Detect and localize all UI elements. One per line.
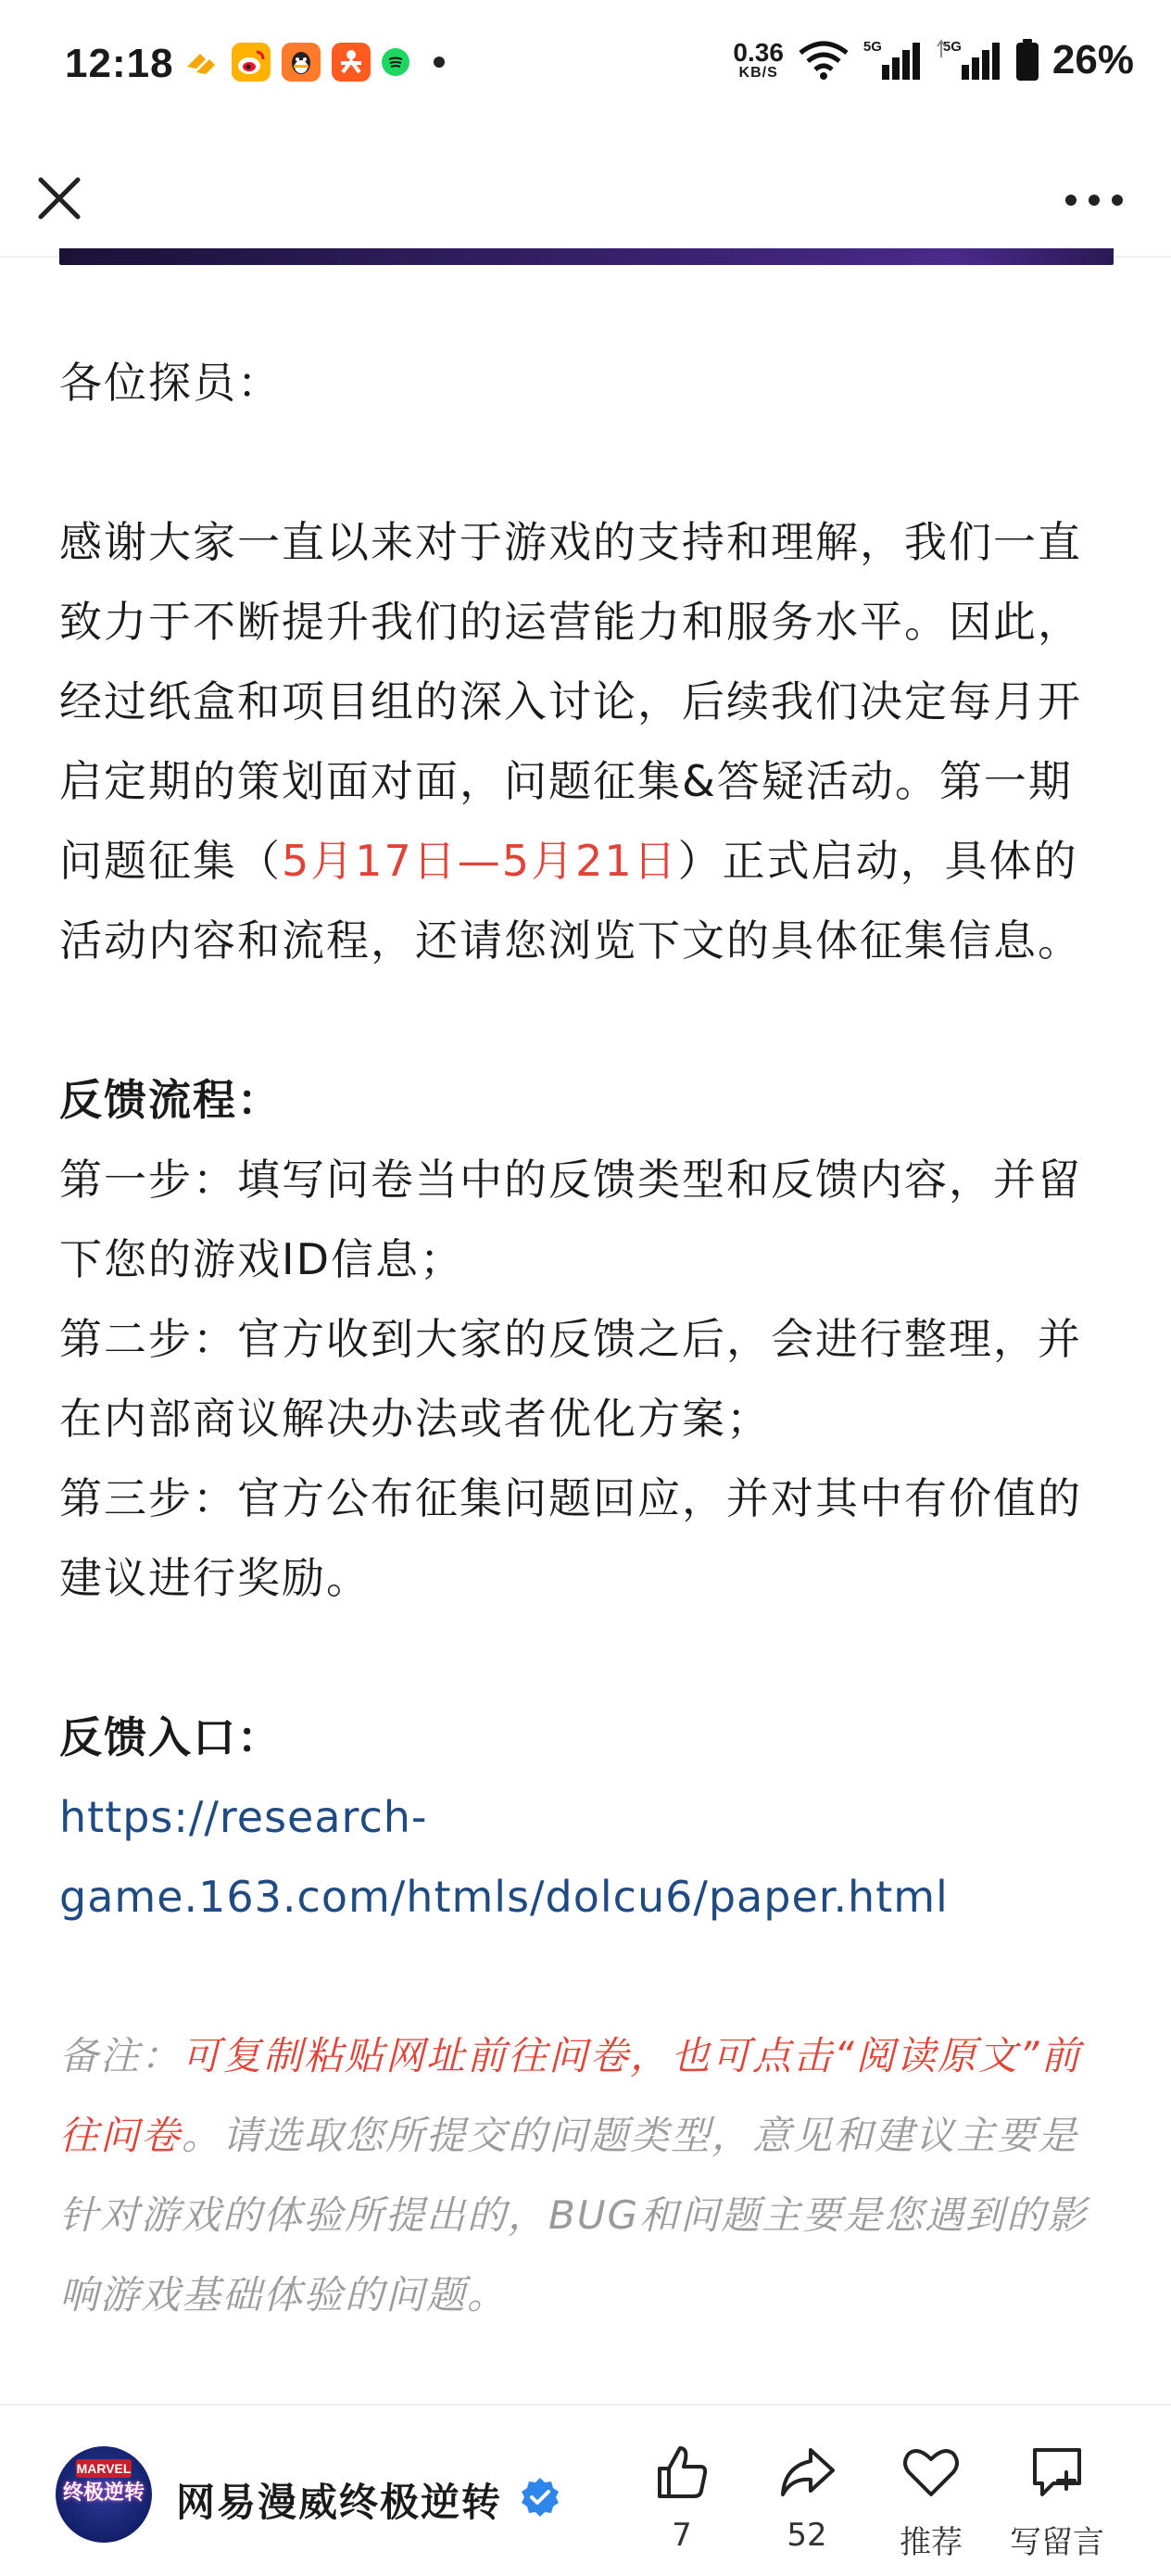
net-speed-unit: KB/S: [738, 65, 778, 81]
signal-5g-label-1: 5G: [863, 39, 882, 55]
close-icon: [35, 174, 83, 222]
avatar-badge: MARVEL: [76, 2461, 132, 2476]
note-paragraph: [59, 2016, 1115, 2335]
heart-icon: [901, 2443, 961, 2502]
more-button[interactable]: [1065, 191, 1123, 209]
process-heading: 反馈流程：: [59, 1075, 282, 1125]
feedback-link-line-2[interactable]: game.163.com/htmls/dolcu6/paper.html: [59, 1872, 949, 1922]
step-2: 第二步：官方收到大家的反馈之后，会进行整理，并在内部商议解决办法或者优化方案；: [59, 1314, 1082, 1444]
share-icon: [777, 2443, 837, 2502]
greeting: 各位探员：: [59, 358, 282, 408]
note-prefix: 备注：: [59, 2033, 183, 2078]
intro-text-b: ）正式启动，具体的活动内容和流程，还请您浏览下文的具体征集信息。: [59, 836, 1082, 966]
account-avatar[interactable]: [56, 2446, 152, 2543]
date-range: 5月17日—5月21日: [282, 836, 678, 886]
share-button[interactable]: [756, 2443, 858, 2554]
recommend-label: 推荐: [900, 2524, 963, 2561]
qq-icon: [282, 43, 321, 82]
note-rest: 。请选取您所提交的问题类型，意见和建议主要是针对游戏的体验所提出的，BUG和问题主要是您遇到的影响游戏基础体验的问题。: [59, 2113, 1089, 2317]
signal-bars-icon: [936, 39, 1002, 82]
like-button[interactable]: [631, 2443, 733, 2554]
wifi-icon: [797, 40, 850, 81]
net-speed: [733, 40, 784, 81]
more-icon: [1112, 195, 1123, 206]
avatar-text: 终极逆转: [62, 2481, 145, 2505]
battery-percent: 26%: [1051, 37, 1134, 82]
signal-bars-icon: [863, 39, 923, 82]
bottom-action-bar: [0, 2404, 1171, 2576]
intro-text-a: 感谢大家一直以来对于游戏的支持和理解，我们一直致力于不断提升我们的运营能力和服务水平。因此，经过纸盒和项目组的深入讨论，后续我们决定每月开启定期的策划面对面，问题征集&答疑活动。第一期问题征集（: [59, 517, 1082, 886]
entry-heading: 反馈入口：: [59, 1712, 282, 1762]
comment-icon: [1027, 2443, 1087, 2502]
article-body: [59, 343, 1115, 2335]
notification-icons: [182, 43, 445, 82]
feedback-link[interactable]: [59, 1777, 1115, 1937]
more-icon: [1089, 195, 1100, 206]
weibo-icon: [232, 43, 271, 82]
status-time: 12:18: [65, 41, 174, 86]
comment-button[interactable]: [1006, 2443, 1108, 2562]
comment-label: 写留言: [1010, 2524, 1104, 2561]
app-icon-4: [332, 43, 371, 82]
share-count: 52: [787, 2517, 827, 2554]
account-name[interactable]: 网易漫威终极逆转: [176, 2480, 503, 2525]
signal-5g-1: [863, 39, 923, 82]
signal-5g-2: [936, 39, 1002, 82]
intro-paragraph: [59, 502, 1115, 980]
feedback-link-line-1[interactable]: https://research-: [59, 1792, 428, 1842]
note-highlight: 可复制粘贴网址前往问卷，也可点击“阅读原文”前往问卷: [59, 2033, 1082, 2158]
step-1: 第一步：填写问卷当中的反馈类型和反馈内容，并留下您的游戏ID信息；: [59, 1155, 1082, 1284]
header-image: [59, 248, 1114, 265]
nav-bar: [0, 139, 1171, 258]
battery-icon: [1015, 39, 1039, 82]
spotify-icon: [382, 48, 409, 76]
more-notifications-dot: [434, 57, 445, 68]
net-speed-value: 0.36: [733, 38, 784, 67]
close-button[interactable]: [35, 174, 83, 222]
verified-icon: [519, 2476, 561, 2519]
step-3: 第三步：官方公布征集问题回应，并对其中有价值的建议进行奖励。: [59, 1473, 1082, 1603]
signal-5g-label-2: 5G: [942, 39, 962, 55]
like-count: 7: [672, 2517, 692, 2554]
app-icon-1: [182, 43, 220, 82]
status-bar: [0, 0, 1171, 139]
more-icon: [1065, 195, 1077, 206]
recommend-button[interactable]: [880, 2443, 982, 2562]
thumbs-up-icon: [652, 2443, 711, 2502]
status-right: [733, 37, 1134, 83]
